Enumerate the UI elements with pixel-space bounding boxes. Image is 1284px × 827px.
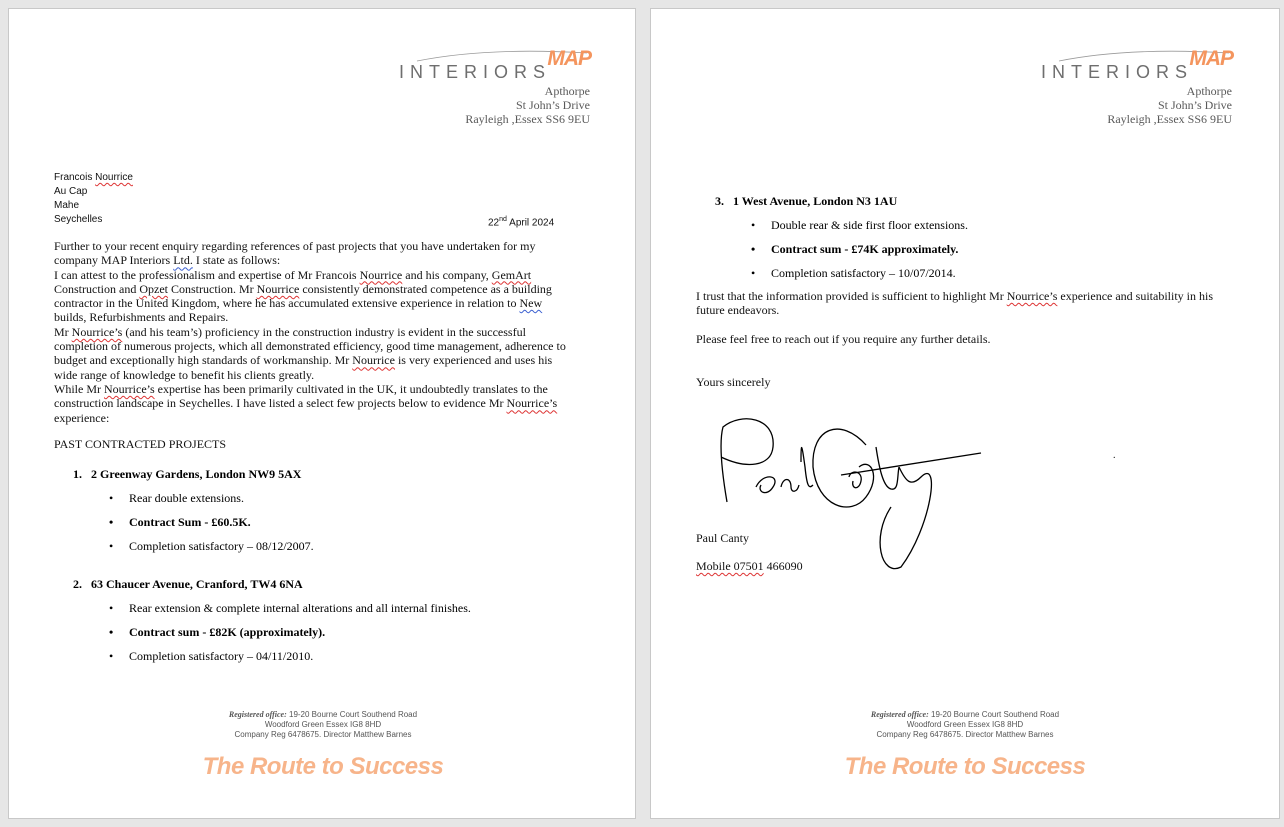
recipient-line: Seychelles — [54, 214, 103, 225]
tagline: The Route to Success — [844, 753, 1086, 780]
body-line: budget and exceptionally high standards of workmanship. Mr Nourrice is very experienced and uses his — [54, 353, 553, 368]
map-interiors-logo — [397, 47, 597, 89]
closing-paragraph: Please feel free to reach out if you require any further details. — [696, 332, 991, 346]
body-line: Mr Nourrice’s (and his team’s) proficiency in the construction industry is evident in the successful — [54, 324, 526, 339]
address-line: Rayleigh ,Essex SS6 9EU — [1107, 112, 1232, 126]
registered-office-footer: Registered office: 19-20 Bourne Court Southend Road Woodford Green Essex IG8 8HD Company Reg 6478675. Director Matthew Barnes — [870, 710, 1060, 739]
project-bullet: • Rear double extensions. — [129, 491, 244, 506]
logo-map-text: MAP — [547, 47, 591, 70]
project-bullet: • Contract Sum - £60.5K. — [129, 515, 251, 530]
tagline: The Route to Success — [202, 753, 444, 780]
logo-map-text: MAP — [1189, 47, 1233, 70]
address-line: Rayleigh ,Essex SS6 9EU — [465, 112, 590, 126]
map-interiors-logo — [1039, 47, 1239, 89]
body-line: wide range of knowledge to benefit his clients greatly. — [54, 367, 315, 382]
address-line: Apthorpe — [544, 84, 590, 98]
section-heading: PAST CONTRACTED PROJECTS — [54, 437, 227, 451]
project-title: 2 Greenway Gardens, London NW9 5AX — [91, 467, 302, 481]
sender-address — [1107, 84, 1232, 126]
stray-dot: . — [1113, 450, 1116, 461]
project-bullet: • Double rear & side first floor extensions. — [771, 218, 968, 233]
letter-page-2 — [650, 8, 1280, 819]
signature-image — [701, 407, 1001, 577]
body-line: Further to your recent enquiry regarding references of past projects that you have undertaken for my — [54, 239, 536, 253]
body-line: company MAP Interiors Ltd. I state as follows: — [54, 253, 281, 268]
signatory-name: Paul Canty — [696, 531, 749, 545]
recipient-address — [54, 171, 133, 227]
recipient-name: Francois Nourrice — [54, 172, 133, 183]
project-number: 2. — [73, 577, 82, 591]
body-line: builds, Refurbishments and Repairs. — [54, 310, 229, 325]
recipient-line: Au Cap — [54, 186, 88, 197]
project-bullet: • Contract sum - £74K approximately. — [771, 242, 958, 257]
recipient-line: Mahe — [54, 200, 80, 211]
mobile-number: Mobile 07501 466090 — [696, 559, 803, 573]
project-number: 1. — [73, 467, 82, 481]
letter-date: 22nd April 2024 — [488, 216, 555, 229]
body-line: completion of numerous projects, which all demonstrated efficiency, good time management, adherence to — [54, 339, 566, 354]
letter-body — [54, 239, 594, 425]
body-line: experience: — [54, 410, 110, 425]
letter-page-1 — [8, 8, 636, 819]
project-title: 63 Chaucer Avenue, Cranford, TW4 6NA — [91, 577, 303, 591]
project-bullet: • Completion satisfactory – 04/11/2010. — [129, 649, 313, 664]
sign-off: Yours sincerely — [696, 375, 771, 389]
project-bullet: • Rear extension & complete internal alterations and all internal finishes. — [129, 601, 471, 616]
registered-office-footer: Registered office: 19-20 Bourne Court Southend Road Woodford Green Essex IG8 8HD Company Reg 6478675. Director Matthew Barnes — [228, 710, 418, 739]
body-line: While Mr Nourrice’s expertise has been primarily cultivated in the UK, it undoubtedly translates to the — [54, 381, 548, 396]
project-number: 3. — [715, 194, 724, 208]
body-line: Construction and Opzet Construction. Mr Nourrice consistently demonstrated competence as a building — [54, 281, 552, 296]
address-line: Apthorpe — [1186, 84, 1232, 98]
logo-interiors-text: INTERIORS — [1041, 62, 1194, 82]
address-line: St John’s Drive — [1157, 98, 1232, 112]
body-line: I can attest to the professionalism and expertise of Mr Francois Nourrice and his company, GemArt — [54, 267, 532, 282]
project-bullet: • Completion satisfactory – 08/12/2007. — [129, 539, 314, 554]
logo-interiors-text: INTERIORS — [399, 62, 552, 82]
project-title: 1 West Avenue, London N3 1AU — [733, 194, 898, 208]
body-line: contractor in the United Kingdom, where he has accumulated extensive experience in relation to New — [54, 296, 543, 311]
body-line: construction landscape in Seychelles. I have listed a select few projects below to evidence Mr Nourrice’s — [54, 396, 558, 411]
address-line: St John’s Drive — [515, 98, 590, 112]
sender-address — [465, 84, 590, 126]
project-bullet: • Completion satisfactory – 10/07/2014. — [771, 266, 956, 281]
closing-paragraph: I trust that the information provided is sufficient to highlight Mr Nourrice’s experience and suitability in his future endeavors. — [696, 289, 1214, 318]
project-bullet: • Contract sum - £82K (approximately). — [129, 625, 325, 640]
